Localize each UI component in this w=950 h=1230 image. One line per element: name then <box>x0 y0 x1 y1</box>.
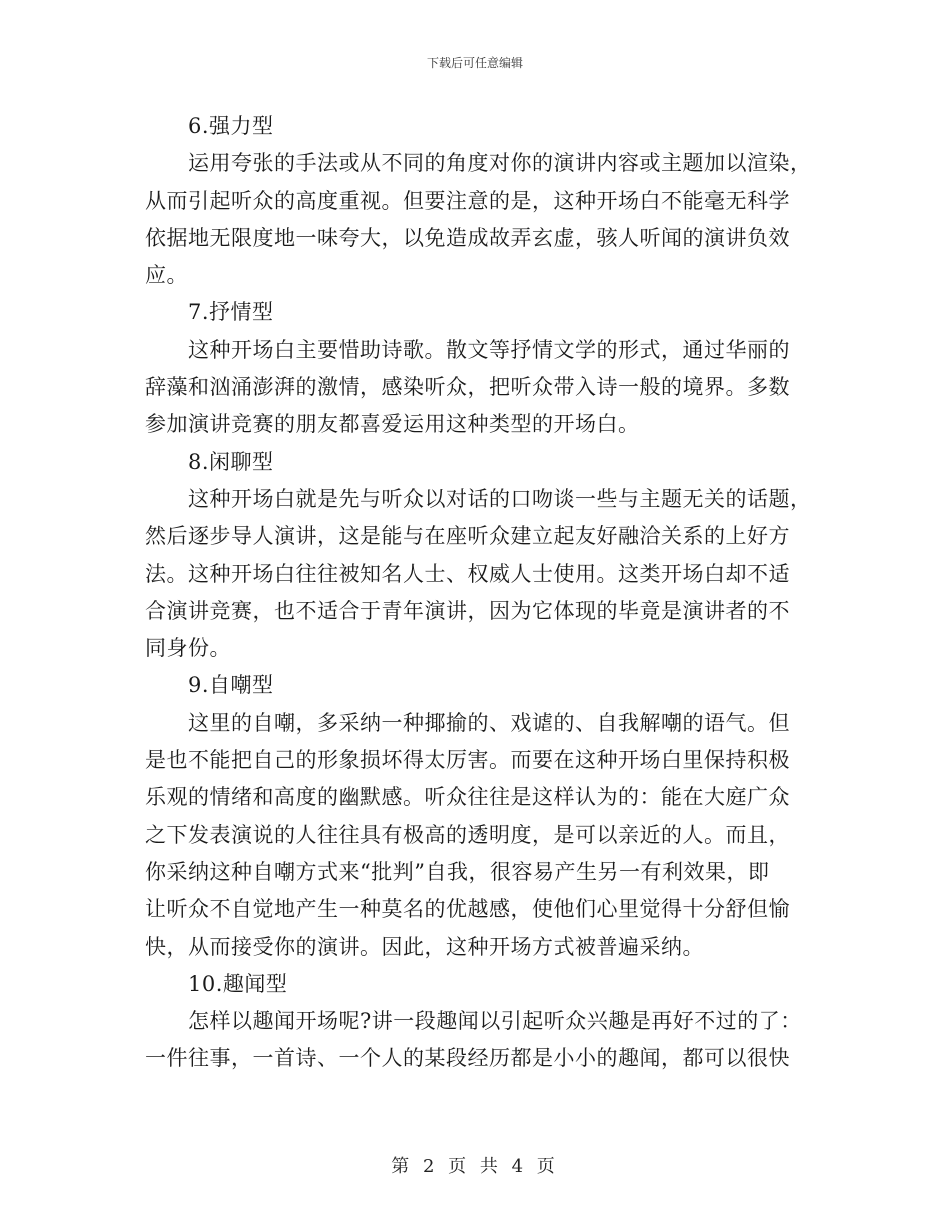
text-line: 从而引起听众的高度重视。但要注意的是，这种开场白不能毫无科学 <box>145 188 790 213</box>
text-line: 然后逐步导人演讲，这是能与在座听众建立起友好融洽关系的上好方 <box>145 524 790 549</box>
page-number: 第 2 页 共 4 页 <box>391 1156 559 1177</box>
text-line: 这种开场白主要惜助诗歌。散文等抒情文学的形式，通过华丽的 <box>188 337 790 362</box>
text-line: 这种开场白就是先与听众以对话的口吻谈一些与主题无关的话题， <box>188 486 812 511</box>
text-line: 乐观的情绪和高度的幽默感。听众往往是这样认为的：能在大庭广众 <box>145 785 790 810</box>
text-line: 辞藻和汹涌澎湃的激情，感染听众，把听众带入诗一般的境界。多数 <box>145 375 790 400</box>
document-body <box>145 108 810 1078</box>
text-line: 法。这种开场白往往被知名人士、权威人士使用。这类开场白却不适 <box>145 561 790 586</box>
text-line: 7.抒情型 <box>188 300 274 325</box>
text-line: 同身份。 <box>145 636 231 661</box>
text-line: 之下发表演说的人往往具有极高的透明度，是可以亲近的人。而且， <box>145 822 790 847</box>
text-line: 一件往事，一首诗、一个人的某段经历都是小小的趣闻，都可以很快 <box>145 1046 790 1071</box>
text-line: 依据地无限度地一味夸大，以免造成故弄玄虚，骇人听闻的演讲负效 <box>145 225 790 250</box>
text-line: 怎样以趣闻开场呢?讲一段趣闻以引起听众兴趣是再好不过的了： <box>188 1009 802 1034</box>
text-line: 你采纳这种自嘲方式来“批判”自我，很容易产生另一有利效果，即 <box>145 859 770 884</box>
text-line: 10.趣闻型 <box>188 971 288 996</box>
text-line: 快，从而接受你的演讲。因此，这种开场方式被普遍采纳。 <box>145 934 704 959</box>
text-line: 9.自嘲型 <box>188 673 274 698</box>
page-header: 下载后可任意编辑 <box>426 56 523 70</box>
text-line: 应。 <box>145 263 188 288</box>
text-line: 让听众不自觉地产生一种莫名的优越感，使他们心里觉得十分舒但愉 <box>145 897 790 922</box>
text-line: 参加演讲竞赛的朋友都喜爱运用这种类型的开场白。 <box>145 412 640 437</box>
text-line: 合演讲竞赛，也不适合于青年演讲，因为它体现的毕竟是演讲者的不 <box>145 598 790 623</box>
text-line: 6.强力型 <box>188 114 274 138</box>
text-line: 是也不能把自己的形象损坏得太厉害。而要在这种开场白里保持积极 <box>145 748 790 773</box>
text-line: 运用夸张的手法或从不同的角度对你的演讲内容或主题加以渲染， <box>188 151 812 176</box>
text-line: 这里的自嘲，多采纳一种揶揄的、戏谑的、自我解嘲的语气。但 <box>188 710 790 735</box>
text-line: 8.闲聊型 <box>188 449 274 474</box>
